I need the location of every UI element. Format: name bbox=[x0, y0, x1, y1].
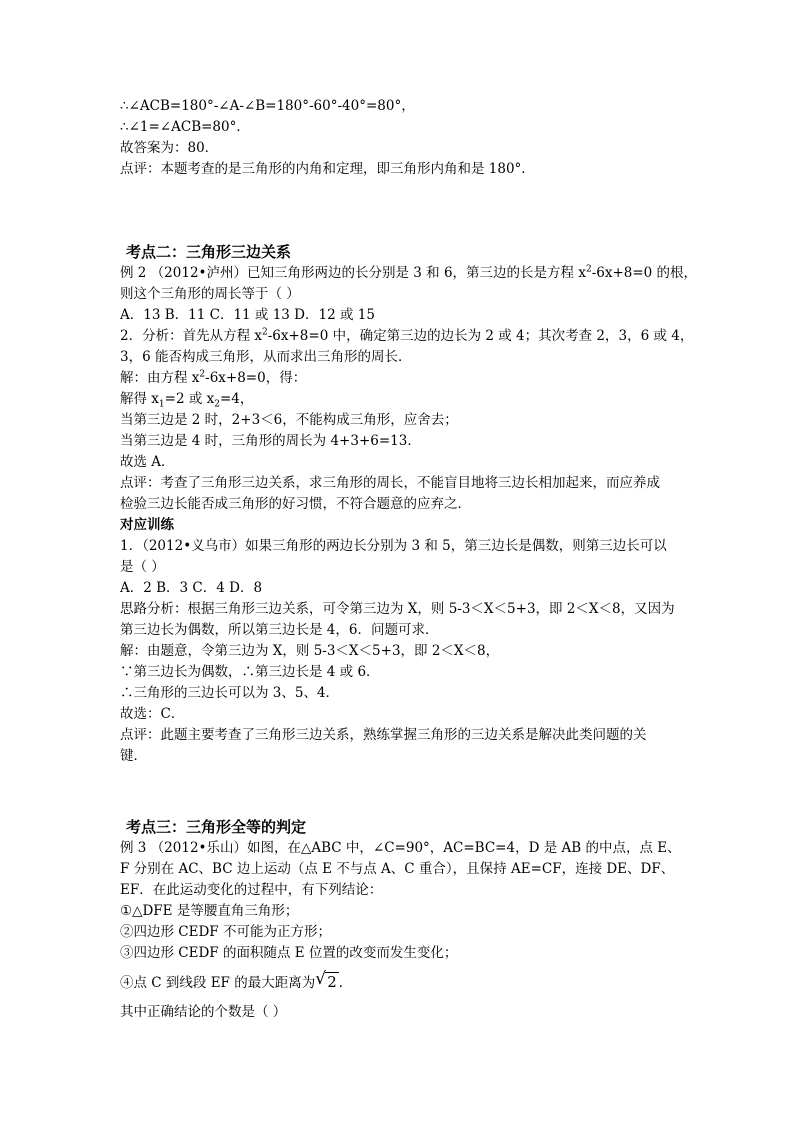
solution-line: 故选 A． bbox=[120, 454, 175, 470]
example-question-line: 例 3 （2012•乐山）如图，在△ABC 中，∠C=90°，AC=BC=4，D 是 AB 的中点，点 E、 bbox=[120, 840, 681, 856]
practice-question-line: 1．（2012•义乌市）如果三角形的两边长分别为 3 和 5，第三边长是偶数，则第三边长可以 bbox=[120, 538, 667, 554]
answer-options: A．2 B．3 C．4 D．8 bbox=[120, 580, 263, 596]
section-heading-2: 考点二：三角形三边关系 bbox=[126, 243, 292, 261]
solution-line: 解：由题意，令第三边为 X，则 5-3＜X＜5+3，即 2＜X＜8， bbox=[120, 643, 500, 659]
example-question-line: EF．在此运动变化的过程中，有下列结论： bbox=[120, 882, 383, 898]
solution-line: 解得 $x_1=2$ 或 $x_2=4$， bbox=[120, 391, 254, 410]
text-line: 故答案为：80． bbox=[120, 140, 219, 156]
analysis-line: 2．分析：首先从方程 $x^2-6x+8=0$ 中，确定第三边的边长为 2 或 4；其次考查 2，3，6 或 4， bbox=[120, 327, 694, 344]
answer-options: A．13 B．11 C．11 或 13 D．12 或 15 bbox=[120, 307, 375, 323]
comment-line: 点评：本题考查的是三角形的内角和定理，即三角形内角和是 180°． bbox=[120, 161, 535, 177]
analysis-line: 第三边长为偶数，所以第三边长是 4，6．问题可求． bbox=[120, 622, 439, 638]
square-root: √ 2 bbox=[315, 969, 337, 991]
example-question-line: 则这个三角形的周长等于（ ） bbox=[120, 286, 300, 302]
text-line: ∴∠ACB=180°-∠A-∠B=180°-60°-40°=80°， bbox=[120, 98, 415, 114]
section-heading-3: 考点三：三角形全等的判定 bbox=[126, 818, 307, 836]
solution-line: 当第三边是 4 时，三角形的周长为 4+3+6=13． bbox=[120, 433, 421, 449]
example-question-line: F 分别在 AC、BC 边上运动（点 E 不与点 A、C 重合），且保持 AE=CF，连接 DE、DF、 bbox=[120, 861, 675, 877]
example-question-line: 例 2 （2012•泸州）已知三角形两边的长分别是 3 和 6，第三边的长是方程 $x^2-6x+8=0$ 的根， bbox=[120, 264, 698, 281]
practice-question-line: 是（ ） bbox=[120, 559, 165, 575]
comment-line: 键． bbox=[120, 748, 147, 764]
conclusion-item: ④点 C 到线段 EF 的最大距离为 √ 2 ． bbox=[120, 969, 353, 991]
comment-line: 检验三边长能否成三角形的好习惯，不符合题意的应弃之． bbox=[120, 496, 471, 512]
analysis-line: 3，6 能否构成三角形，从而求出三角形的周长． bbox=[120, 349, 412, 365]
document-content bbox=[120, 96, 698, 1023]
comment-line: 点评：考查了三角形三边关系，求三角形的周长，不能盲目地将三边长相加起来，而应养成 bbox=[120, 475, 660, 491]
question-line: 其中正确结论的个数是（ ） bbox=[120, 1004, 287, 1020]
conclusion-item: ②四边形 CEDF 不可能为正方形； bbox=[120, 924, 331, 940]
solution-line: ∴三角形的三边长可以为 3、5、4． bbox=[120, 685, 340, 701]
analysis-line: 思路分析：根据三角形三边关系，可令第三边为 X，则 5-3＜X＜5+3，即 2＜X＜8，又因为 bbox=[120, 601, 675, 617]
solution-line: 当第三边是 2 时，2+3＜6，不能构成三角形，应舍去； bbox=[120, 412, 458, 428]
conclusion-item: ①△DFE 是等腰直角三角形； bbox=[120, 903, 299, 919]
text-line: ∴∠1=∠ACB=80°． bbox=[120, 119, 250, 135]
solution-line: 故选：C． bbox=[120, 706, 185, 722]
practice-title: 对应训练 bbox=[120, 517, 174, 533]
comment-line: 点评：此题主要考查了三角形三边关系，熟练掌握三角形的三边关系是解决此类问题的关 bbox=[120, 727, 647, 743]
conclusion-item: ③四边形 CEDF 的面积随点 E 位置的改变而发生变化； bbox=[120, 945, 458, 961]
solution-line: 解：由方程 $x^2-6x+8=0$，得： bbox=[120, 369, 307, 386]
solution-line: ∵第三边长为偶数，∴第三边长是 4 或 6． bbox=[120, 664, 380, 680]
